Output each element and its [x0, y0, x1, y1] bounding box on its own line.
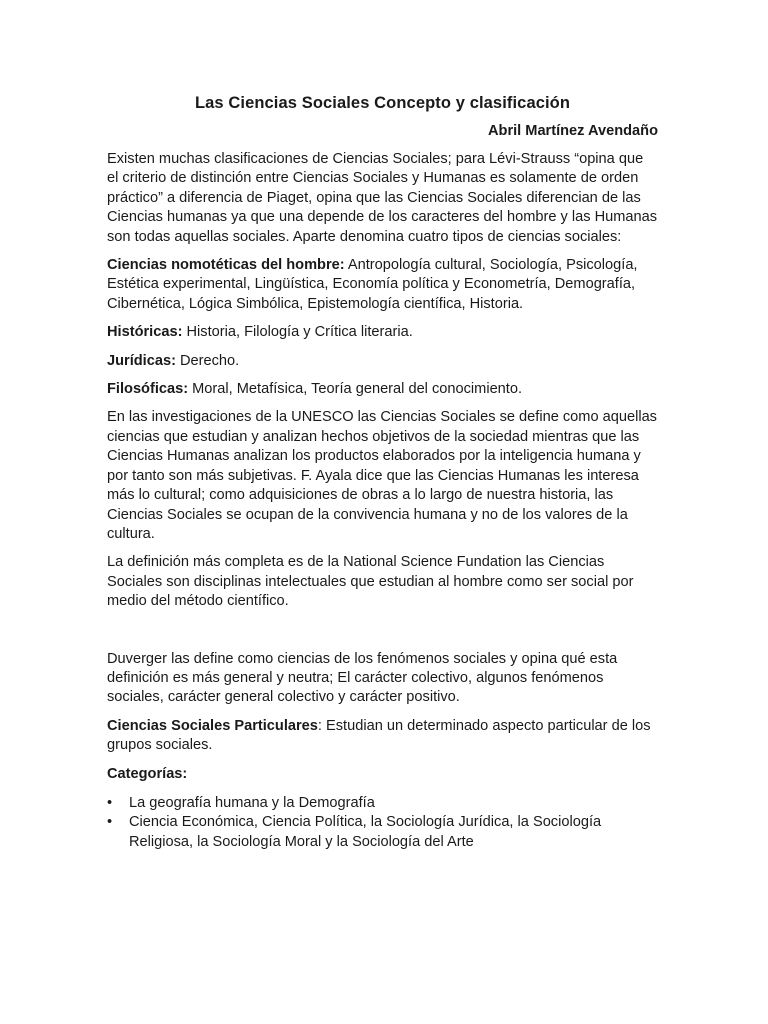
document-title: Las Ciencias Sociales Concepto y clasificación — [194, 94, 571, 112]
bullet-icon: • — [107, 794, 113, 811]
intro-paragraph: Existen muchas clasificaciones de Ciencias Sociales; para Lévi-Strauss “opina que el criterio de distinción entre Ciencias Sociales y Humanas es solamente de orden práctico” a diferencia de Piaget, opina que las Ciencias Sociales diferencian de las Ciencias humanas ya que una depende de los caracteres del hombre y las Humanas son todas aquellas sociales. Aparte denomina cuatro tipos de ciencias sociales: — [107, 151, 658, 245]
type-nomoteticas-text: Antropología cultural, Sociología, Psicología, Estética experimental, Lingüística, Economía política y Econometría, Demografía, Cibernética, Lógica Simbólica, Epistemología científica, Historia. — [107, 257, 638, 312]
type-historicas — [107, 323, 658, 342]
type-juridicas — [107, 352, 658, 371]
duverger-paragraph: Duverger las define como ciencias de los fenómenos sociales y opina qué esta definición es más general y neutra; El carácter colectivo, algunos fenómenos sociales, carácter general colectivo y carácter positivo. — [107, 650, 618, 706]
categories-heading-label: Categorías: — [107, 765, 188, 782]
categories-heading — [107, 765, 658, 784]
type-filosoficas-text: Moral, Metafísica, Teoría general del conocimiento. — [188, 381, 523, 398]
particulares-text: : Estudian un determinado aspecto particular de los grupos sociales. — [107, 717, 651, 754]
unesco-paragraph: En las investigaciones de la UNESCO las Ciencias Sociales se define como aquellas ciencias que estudian y analizan hechos objetivos de la sociedad mientras que las Ciencias Humanas analizan los productos elaborados por la inteligencia humana y por tanto son más subjetivas. F. Ayala dice que las Ciencias Humanas les interesa más lo cultural; como adquisiciones de obras a lo largo de nuestra historia, las Ciencias Sociales se ocupan de la convivencia humana y no de los valores de la cultura. — [107, 409, 657, 542]
author-name: Abril Martínez Avendaño — [487, 123, 658, 139]
type-filosoficas-label: Filosóficas: — [107, 381, 189, 398]
list-item — [107, 813, 658, 852]
list-item-text: La geografía humana y la Demografía — [129, 794, 375, 811]
list-item — [107, 794, 658, 813]
type-juridicas-label: Jurídicas: — [107, 352, 176, 369]
type-filosoficas — [107, 380, 658, 399]
list-item-text: Ciencia Económica, Ciencia Política, la Sociología Jurídica, la Sociología Religiosa, la Sociología Moral y la Sociología del Arte — [129, 814, 602, 850]
type-nomoteticas-label: Ciencias nomotéticas del hombre: — [107, 257, 345, 274]
categories-list — [107, 794, 658, 852]
type-nomoteticas — [107, 256, 658, 314]
bullet-icon: • — [107, 814, 113, 831]
type-juridicas-text: Derecho. — [175, 352, 240, 369]
particulares-paragraph — [107, 717, 658, 756]
nsf-paragraph: La definición más completa es de la National Science Fundation las Ciencias Sociales son disciplinas intelectuales que estudian al hombre como ser social por medio del método científico. — [107, 554, 634, 610]
type-historicas-text: Historia, Filología y Crítica literaria. — [182, 324, 413, 341]
type-historicas-label: Históricas: — [107, 324, 183, 341]
particulares-label: Ciencias Sociales Particulares — [107, 717, 318, 734]
